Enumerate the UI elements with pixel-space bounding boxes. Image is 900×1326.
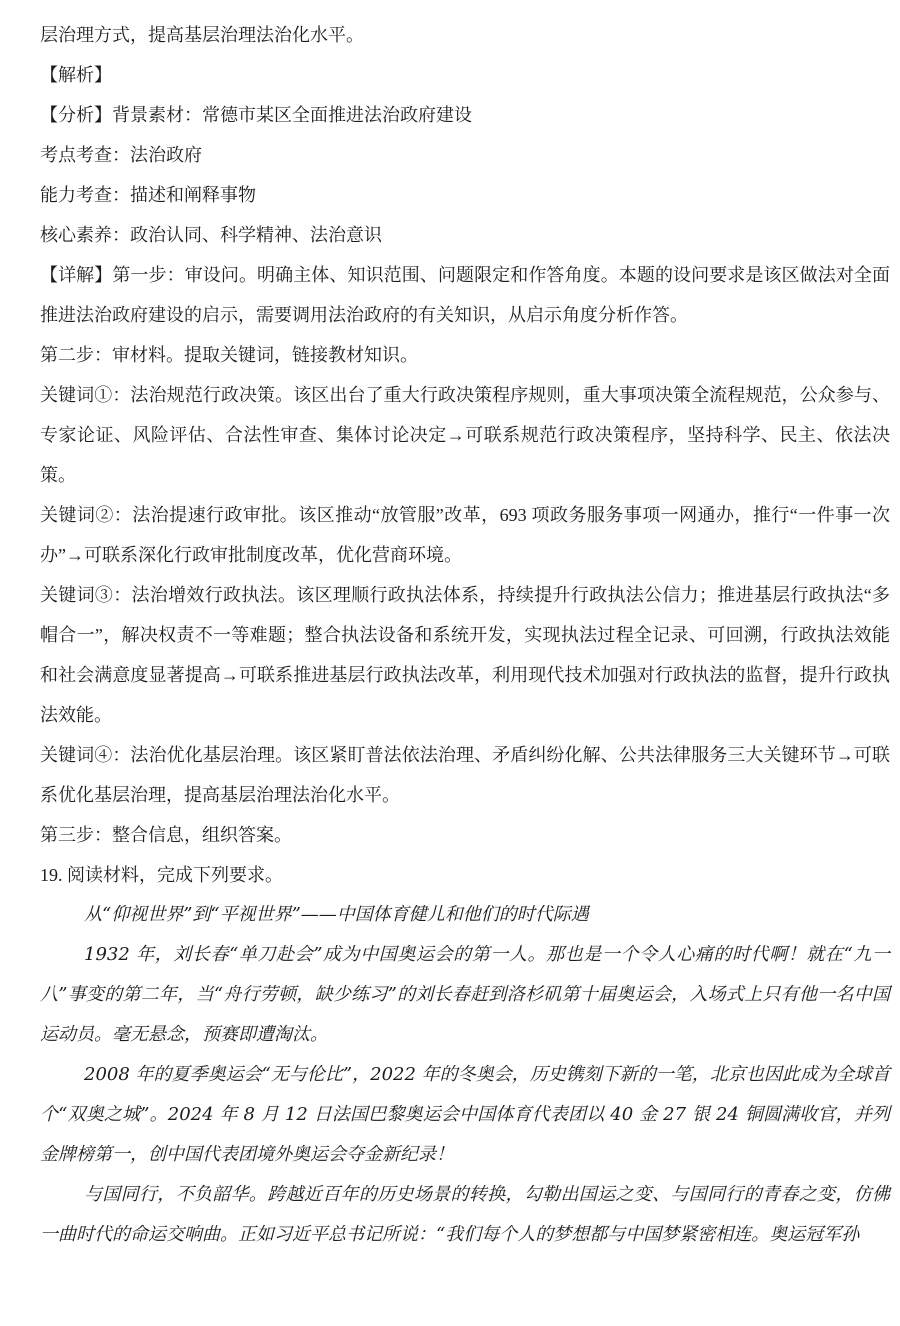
kaodian-line: 考点考查：法治政府 bbox=[40, 145, 202, 165]
material-para-epilogue: 与国同行，不负韶华。跨越近百年的历史场景的转换，勾勒出国运之变、与国同行的青春之变，仿佛一曲时代的命运交响曲。正如习近平总书记所说：“我们每个人的梦想都与中国梦紧密相连。奥运冠军孙 bbox=[40, 1184, 890, 1245]
keyword-1-para: 关键词①：法治规范行政决策。该区出台了重大行政决策程序规则，重大事项决策全流程规范，公众参与、专家论证、风险评估、合法性审查、集体讨论决定→可联系规范行政决策程序，坚持科学、民主、依法决策。 bbox=[40, 385, 890, 485]
step2-line: 第二步：审材料。提取关键词，链接教材知识。 bbox=[40, 345, 418, 365]
jiexi-header: 【解析】 bbox=[40, 65, 112, 85]
question-19-line: 19. 阅读材料，完成下列要求。 bbox=[40, 865, 283, 885]
xiangjie-step1-para: 【详解】第一步：审设问。明确主体、知识范围、问题限定和作答角度。本题的设问要求是该区做法对全面推进法治政府建设的启示，需要调用法治政府的有关知识，从启示角度分析作答。 bbox=[40, 265, 890, 325]
keyword-3-para: 关键词③：法治增效行政执法。该区理顺行政执法体系，持续提升行政执法公信力；推进基层行政执法“多帽合一”，解决权责不一等难题；整合执法设备和系统开发，实现执法过程全记录、可回溯，行政执法效能和社会满意度显著提高→可联系推进基层行政执法改革，利用现代技术加强对行政执法的监督，提升行政执法效能。 bbox=[40, 585, 890, 725]
step3-line: 第三步：整合信息，组织答案。 bbox=[40, 825, 292, 845]
answer-tail-line: 层治理方式，提高基层治理法治化水平。 bbox=[40, 25, 364, 45]
keyword-2-para: 关键词②：法治提速行政审批。该区推动“放管服”改革，693 项政务服务事项一网通办，推行“一件事一次办”→可联系深化行政审批制度改革，优化营商环境。 bbox=[40, 505, 890, 565]
material-title-line: 从“仰视世界”到“平视世界”——中国体育健儿和他们的时代际遇 bbox=[84, 904, 589, 925]
fenxi-background-line: 【分析】背景素材：常德市某区全面推进法治政府建设 bbox=[40, 105, 472, 125]
hexin-line: 核心素养：政治认同、科学精神、法治意识 bbox=[40, 225, 382, 245]
keyword-4-para: 关键词④：法治优化基层治理。该区紧盯普法依法治理、矛盾纠纷化解、公共法律服务三大关键环节→可联系优化基层治理，提高基层治理法治化水平。 bbox=[40, 745, 890, 805]
material-para-2008: 2008 年的夏季奥运会“无与伦比”，2022 年的冬奥会，历史镌刻下新的一笔，北京也因此成为全球首个“双奥之城”。2024 年 8 月 12 日法国巴黎奥运会中国体育代表团以 40 金 27 银 24 铜圆满收官，并列金牌榜第一，创中国代表团境外奥运会夺金新纪录！ bbox=[40, 1064, 890, 1165]
nengli-line: 能力考查：描述和阐释事物 bbox=[40, 185, 256, 205]
material-para-1932: 1932 年，刘长春“单刀赴会”成为中国奥运会的第一人。那也是一个令人心痛的时代啊！就在“九一八”事变的第二年，当“舟行劳顿，缺少练习”的刘长春赶到洛杉矶第十届奥运会，入场式上只有他一名中国运动员。毫无悬念，预赛即遭淘汰。 bbox=[40, 944, 890, 1045]
